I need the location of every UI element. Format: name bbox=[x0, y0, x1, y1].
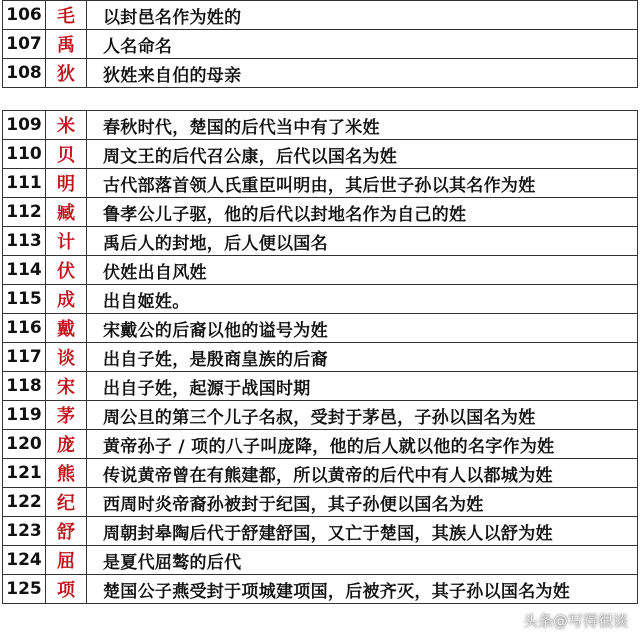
table-row bbox=[3, 575, 638, 604]
surname-char: 贝 bbox=[46, 140, 87, 169]
surname-char: 计 bbox=[46, 227, 87, 256]
surname-table-top bbox=[2, 0, 638, 88]
surname-char: 毛 bbox=[46, 1, 87, 30]
surname-char: 舒 bbox=[46, 517, 87, 546]
surname-char: 庞 bbox=[46, 430, 87, 459]
row-number: 121 bbox=[3, 459, 46, 488]
table-row bbox=[3, 169, 638, 198]
table-row bbox=[3, 140, 638, 169]
surname-char: 项 bbox=[46, 575, 87, 604]
row-number: 110 bbox=[3, 140, 46, 169]
row-number: 117 bbox=[3, 343, 46, 372]
surname-origin: 是夏代屈骜的后代 bbox=[87, 546, 638, 575]
table-row bbox=[3, 30, 638, 59]
table-row bbox=[3, 1, 638, 30]
table-row bbox=[3, 59, 638, 88]
table-row bbox=[3, 285, 638, 314]
surname-origin: 人名命名 bbox=[87, 30, 638, 59]
row-number: 122 bbox=[3, 488, 46, 517]
surname-char: 熊 bbox=[46, 459, 87, 488]
row-number: 106 bbox=[3, 1, 46, 30]
row-number: 118 bbox=[3, 372, 46, 401]
table-row bbox=[3, 256, 638, 285]
surname-origin: 周文王的后代召公康，后代以国名为姓 bbox=[87, 140, 638, 169]
table-row bbox=[3, 546, 638, 575]
row-number: 114 bbox=[3, 256, 46, 285]
surname-char: 谈 bbox=[46, 343, 87, 372]
table-row bbox=[3, 430, 638, 459]
surname-origin: 宋戴公的后裔以他的谥号为姓 bbox=[87, 314, 638, 343]
surname-char: 茅 bbox=[46, 401, 87, 430]
surname-char: 纪 bbox=[46, 488, 87, 517]
surname-origin: 传说黄帝曾在有熊建都，所以黄帝的后代中有人以都城为姓 bbox=[87, 459, 638, 488]
surname-char: 米 bbox=[46, 111, 87, 140]
row-number: 120 bbox=[3, 430, 46, 459]
table-row bbox=[3, 372, 638, 401]
surname-char: 臧 bbox=[46, 198, 87, 227]
surname-origin: 周公旦的第三个儿子名叔，受封于茅邑，子孙以国名为姓 bbox=[87, 401, 638, 430]
surname-char: 禹 bbox=[46, 30, 87, 59]
row-number: 112 bbox=[3, 198, 46, 227]
surname-origin: 古代部落首领人氏重臣叫明由，其后世子孙以其名作为姓 bbox=[87, 169, 638, 198]
surname-char: 戴 bbox=[46, 314, 87, 343]
surname-char: 屈 bbox=[46, 546, 87, 575]
surname-origin: 出自子姓，是殷商皇族的后裔 bbox=[87, 343, 638, 372]
surname-origin: 以封邑名作为姓的 bbox=[87, 1, 638, 30]
surname-table-main bbox=[2, 110, 638, 604]
table-row bbox=[3, 459, 638, 488]
surname-char: 宋 bbox=[46, 372, 87, 401]
table-row bbox=[3, 517, 638, 546]
table-row bbox=[3, 401, 638, 430]
table-row bbox=[3, 314, 638, 343]
row-number: 111 bbox=[3, 169, 46, 198]
row-number: 115 bbox=[3, 285, 46, 314]
surname-origin: 出自姬姓。 bbox=[87, 285, 638, 314]
surname-origin: 楚国公子燕受封于项城建项国，后被齐灭，其子孙以国名为姓 bbox=[87, 575, 638, 604]
surname-char: 伏 bbox=[46, 256, 87, 285]
row-number: 125 bbox=[3, 575, 46, 604]
row-number: 123 bbox=[3, 517, 46, 546]
surname-origin: 禹后人的封地，后人便以国名 bbox=[87, 227, 638, 256]
row-number: 116 bbox=[3, 314, 46, 343]
surname-origin: 狄姓来自伯的母亲 bbox=[87, 59, 638, 88]
table-row bbox=[3, 488, 638, 517]
row-number: 113 bbox=[3, 227, 46, 256]
table-row bbox=[3, 227, 638, 256]
row-number: 119 bbox=[3, 401, 46, 430]
surname-origin: 春秋时代，楚国的后代当中有了米姓 bbox=[87, 111, 638, 140]
surname-origin: 鲁孝公儿子驱，他的后代以封地名作为自己的姓 bbox=[87, 198, 638, 227]
surname-origin: 伏姓出自风姓 bbox=[87, 256, 638, 285]
row-number: 108 bbox=[3, 59, 46, 88]
surname-origin: 黄帝孙子 / 项的八子叫庞降，他的后人就以他的名字作为姓 bbox=[87, 430, 638, 459]
table-row bbox=[3, 111, 638, 140]
row-number: 124 bbox=[3, 546, 46, 575]
table-row bbox=[3, 343, 638, 372]
surname-origin: 西周时炎帝裔孙被封于纪国，其子孙便以国名为姓 bbox=[87, 488, 638, 517]
table-row bbox=[3, 198, 638, 227]
surname-origin: 出自子姓，起源于战国时期 bbox=[87, 372, 638, 401]
surname-origin: 周朝封皋陶后代于舒建舒国，又亡于楚国，其族人以舒为姓 bbox=[87, 517, 638, 546]
surname-char: 成 bbox=[46, 285, 87, 314]
row-number: 107 bbox=[3, 30, 46, 59]
surname-char: 狄 bbox=[46, 59, 87, 88]
watermark: 头条@写得很谈 bbox=[522, 612, 628, 630]
row-number: 109 bbox=[3, 111, 46, 140]
surname-char: 明 bbox=[46, 169, 87, 198]
